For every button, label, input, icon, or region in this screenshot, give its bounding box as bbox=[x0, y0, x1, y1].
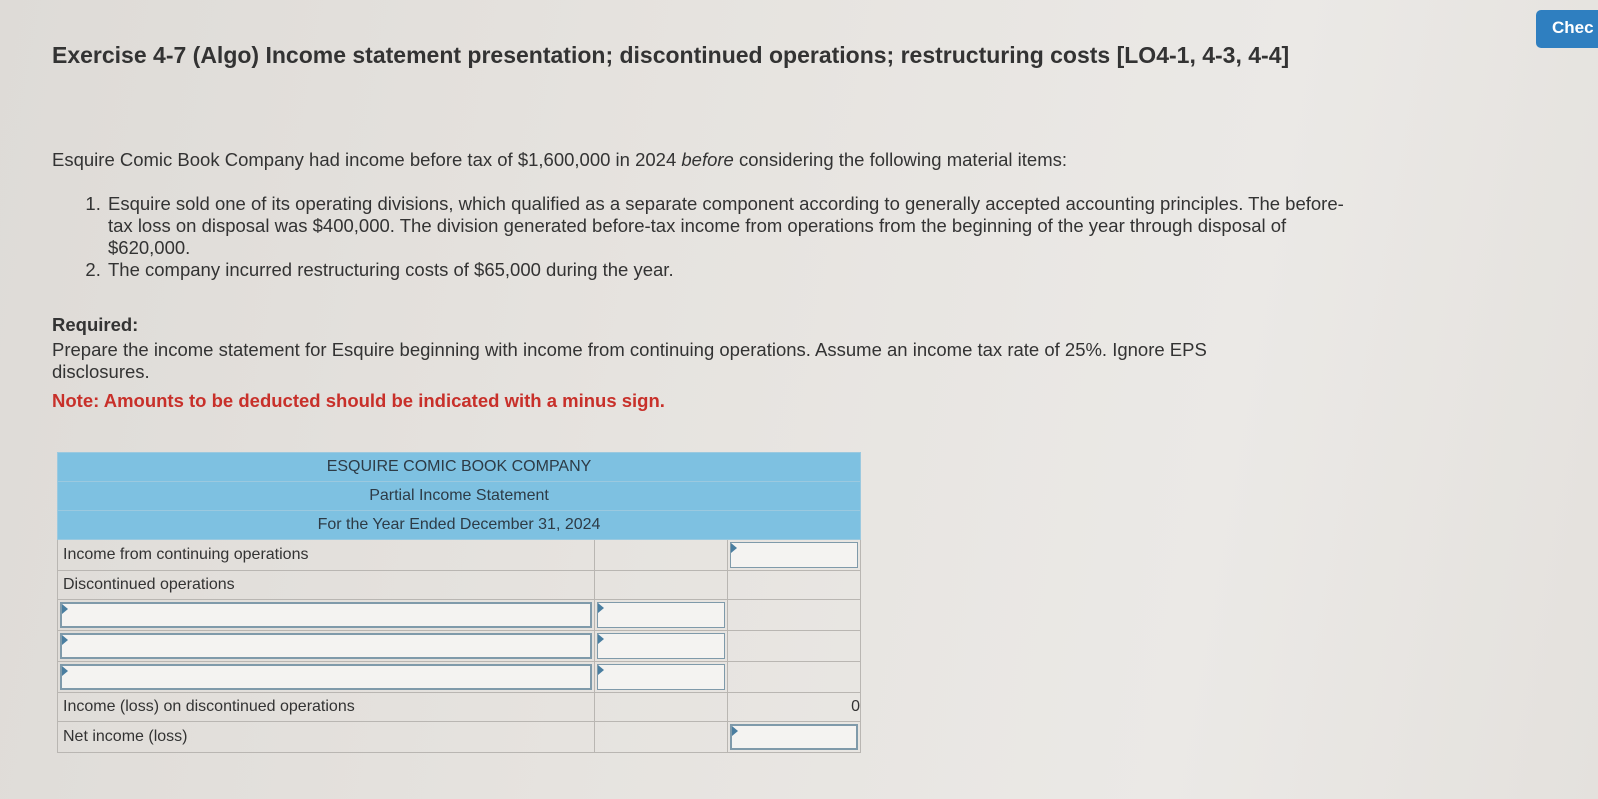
income-continuing-cell bbox=[728, 540, 861, 571]
note-text: Note: Amounts to be deducted should be indicated with a minus sign. bbox=[52, 390, 665, 411]
empty-cell bbox=[728, 631, 861, 662]
empty-cell bbox=[728, 600, 861, 631]
discontinued-item-2-cell bbox=[58, 631, 595, 662]
required-text: Prepare the income statement for Esquire beginning with income from continuing operations. Assume an income tax rate of 25%. Ignore EPS disclosures. bbox=[52, 339, 1207, 382]
table-row bbox=[58, 662, 861, 693]
dropdown-arrow-icon bbox=[62, 604, 68, 614]
discontinued-amount-1-cell bbox=[595, 600, 728, 631]
check-button[interactable]: Chec bbox=[1536, 10, 1598, 48]
list-item: 1. Esquire sold one of its operating divisions, which qualified as a separate component according to generally accepted accounting principles. The before-tax loss on disposal was $400,000. The division generated before-tax income from operations from the beginning of the year through disposal of $620,000. bbox=[106, 193, 1356, 259]
intro-before: Esquire Comic Book Company had income before tax of $1,600,000 in 2024 bbox=[52, 149, 682, 170]
table-row bbox=[58, 631, 861, 662]
table-row bbox=[58, 693, 861, 722]
discontinued-amount-3-cell bbox=[595, 662, 728, 693]
dropdown-arrow-icon bbox=[598, 603, 604, 613]
net-income-input[interactable] bbox=[730, 724, 858, 750]
intro-text bbox=[52, 149, 1067, 171]
row-label-discontinued: Discontinued operations bbox=[58, 571, 595, 600]
row-label-income-continuing: Income from continuing operations bbox=[58, 540, 595, 571]
discontinued-amount-1-input[interactable] bbox=[597, 602, 725, 628]
discontinued-item-2-select[interactable] bbox=[60, 633, 592, 659]
required-heading: Required: bbox=[52, 314, 139, 335]
discontinued-item-3-select[interactable] bbox=[60, 664, 592, 690]
discontinued-item-3-cell bbox=[58, 662, 595, 693]
dropdown-arrow-icon bbox=[732, 726, 738, 736]
income-statement-table bbox=[57, 452, 861, 753]
discontinued-item-1-select[interactable] bbox=[60, 602, 592, 628]
statement-period: For the Year Ended December 31, 2024 bbox=[58, 511, 861, 540]
discontinued-amount-2-cell bbox=[595, 631, 728, 662]
row-label-income-loss-discontinued: Income (loss) on discontinued operations bbox=[58, 693, 595, 722]
dropdown-arrow-icon bbox=[598, 634, 604, 644]
dropdown-arrow-icon bbox=[731, 543, 737, 553]
intro-emphasis: before bbox=[681, 149, 734, 170]
exercise-title: Exercise 4-7 (Algo) Income statement presentation; discontinued operations; restructuring costs [LO4-1, 4-3, 4-4] bbox=[52, 42, 1290, 68]
table-row bbox=[58, 722, 861, 753]
net-income-cell bbox=[728, 722, 861, 753]
row-label-net-income: Net income (loss) bbox=[58, 722, 595, 753]
intro-after: considering the following material items: bbox=[733, 149, 1068, 170]
empty-cell bbox=[728, 571, 861, 600]
empty-cell bbox=[595, 722, 728, 753]
empty-cell bbox=[728, 662, 861, 693]
empty-cell bbox=[595, 693, 728, 722]
income-loss-discontinued-value: 0 bbox=[728, 693, 861, 722]
dropdown-arrow-icon bbox=[598, 665, 604, 675]
statement-name: Partial Income Statement bbox=[58, 482, 861, 511]
empty-cell bbox=[595, 571, 728, 600]
table-row bbox=[58, 600, 861, 631]
table-row bbox=[58, 540, 861, 571]
statement-company: ESQUIRE COMIC BOOK COMPANY bbox=[58, 453, 861, 482]
dropdown-arrow-icon bbox=[62, 635, 68, 645]
discontinued-amount-2-input[interactable] bbox=[597, 633, 725, 659]
list-item: 2. The company incurred restructuring costs of $65,000 during the year. bbox=[106, 259, 1356, 281]
table-row bbox=[58, 571, 861, 600]
material-items-list bbox=[84, 193, 1356, 281]
discontinued-item-1-cell bbox=[58, 600, 595, 631]
discontinued-amount-3-input[interactable] bbox=[597, 664, 725, 690]
income-continuing-input[interactable] bbox=[730, 542, 858, 568]
dropdown-arrow-icon bbox=[62, 666, 68, 676]
empty-cell bbox=[595, 540, 728, 571]
